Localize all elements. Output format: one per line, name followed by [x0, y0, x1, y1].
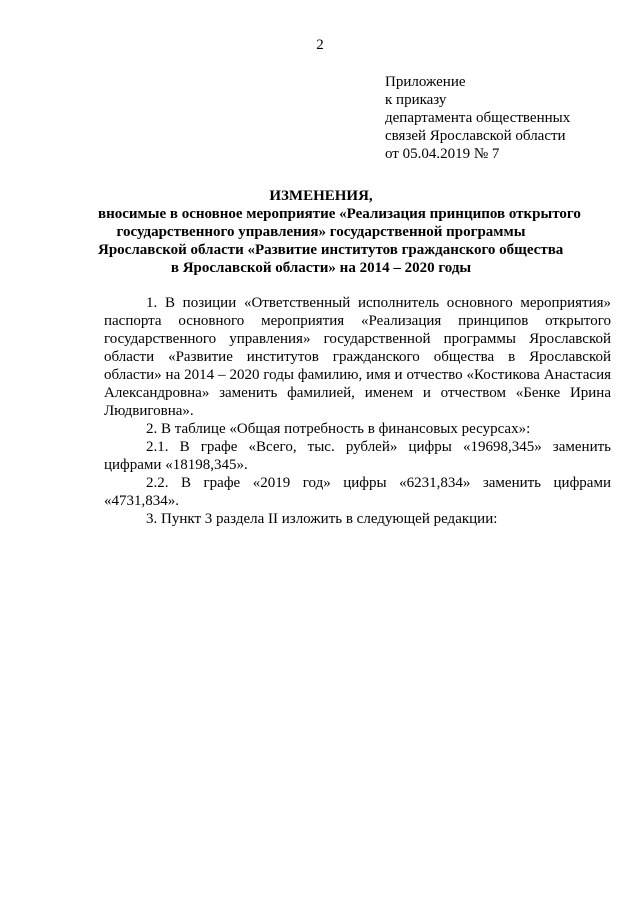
paragraph-4: 2.2. В графе «2019 год» цифры «6231,834» заменить цифрами «4731,834».: [104, 475, 611, 509]
appendix-line: Приложение: [385, 74, 466, 90]
appendix-block: [385, 73, 625, 163]
heading-line: государственного управления» государственной программы: [116, 224, 526, 240]
heading-line: Ярославской области «Развитие институтов гражданского общества: [98, 242, 564, 258]
document-body: [104, 294, 611, 528]
appendix-line: от 05.04.2019 № 7: [385, 146, 500, 162]
heading-line: вносимые в основное мероприятие «Реализация принципов открытого: [98, 206, 581, 222]
paragraph-2: 2. В таблице «Общая потребность в финансовых ресурсах»:: [146, 421, 531, 437]
document-heading: [98, 187, 581, 277]
page-number: 2: [316, 37, 324, 53]
paragraph-3: 2.1. В графе «Всего, тыс. рублей» цифры «19698,345» заменить цифрами «18198,345».: [104, 439, 611, 473]
paragraph-5: 3. Пункт 3 раздела II изложить в следующей редакции:: [146, 511, 498, 527]
appendix-line: департамента общественных: [385, 110, 571, 126]
appendix-line: к приказу: [385, 92, 447, 108]
appendix-line: связей Ярославской области: [385, 128, 566, 144]
heading-line: в Ярославской области» на 2014 – 2020 годы: [170, 260, 472, 276]
paragraph-1: 1. В позиции «Ответственный исполнитель основного мероприятия» паспорта основного мероприятия «Реализация принципов открытого государственного управления» государственной программы Ярославской области «Развитие институтов гражданского общества в Ярославской области» на 2014 – 2020 годы фамилию, имя и отчество «Костикова Анастасия Александровна» заменить фамилией, именем и отчеством «Бенке Ирина Людвиговна».: [104, 295, 611, 419]
heading-title: ИЗМЕНЕНИЯ,: [269, 188, 373, 204]
